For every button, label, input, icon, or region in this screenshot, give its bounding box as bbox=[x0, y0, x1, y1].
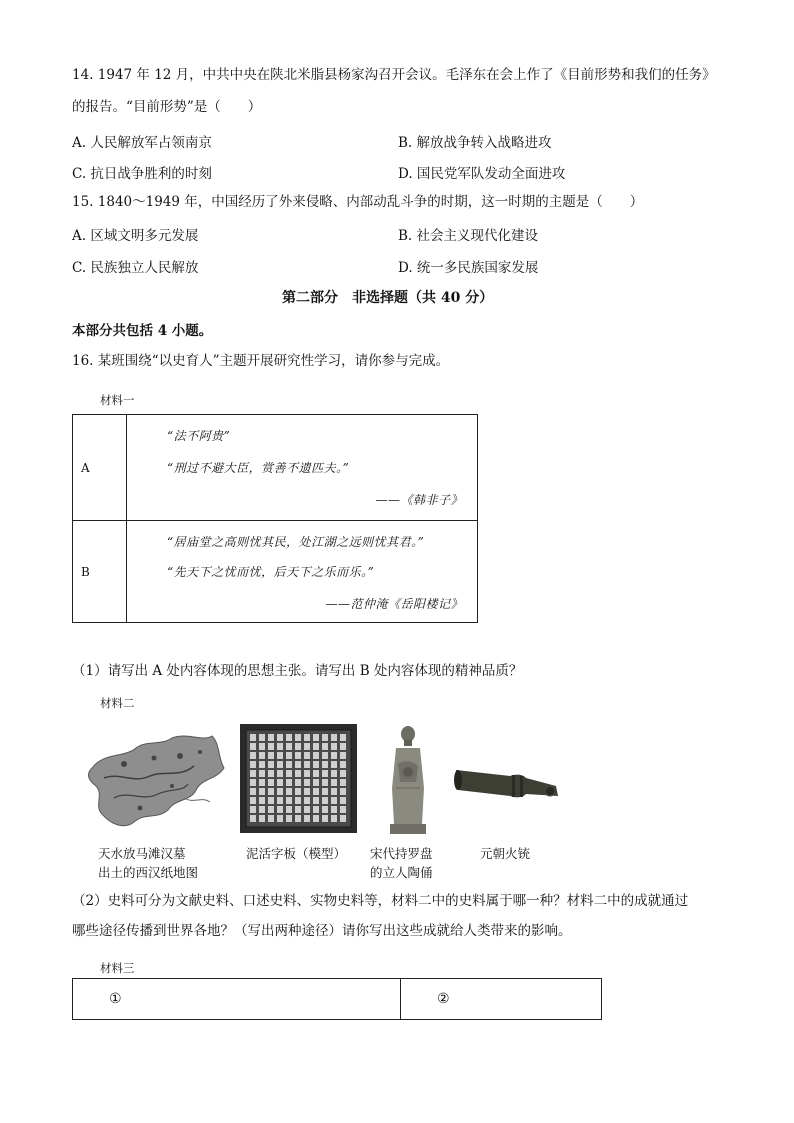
compass-figurine-image bbox=[382, 724, 434, 840]
row-b-source: ——范仲淹《岳阳楼记》 bbox=[325, 597, 463, 611]
caption-figurine: 宋代持罗盘 的立人陶俑 bbox=[370, 846, 433, 880]
material3-cell-2: ② bbox=[401, 979, 602, 1020]
material1-row-a bbox=[73, 415, 478, 521]
q14-option-b: B. 解放战争转入战略进攻 bbox=[398, 135, 552, 151]
q15-option-b: B. 社会主义现代化建设 bbox=[398, 228, 539, 244]
paper-map-image bbox=[84, 728, 226, 840]
row-b-label: B bbox=[73, 521, 127, 623]
q14-option-d: D. 国民党军队发动全面进攻 bbox=[398, 166, 566, 182]
section-note: 本部分共包括 4 小题。 bbox=[72, 323, 213, 339]
row-a-quote2: “刑过不避大臣，赏善不遗匹夫。” bbox=[167, 461, 350, 475]
caption-clay-type: 泥活字板（模型） bbox=[246, 846, 347, 861]
material3-cell-1: ① bbox=[73, 979, 401, 1020]
row-b-quote2: “先天下之忧而忧，后天下之乐而乐。” bbox=[167, 565, 375, 579]
material1-row-b bbox=[73, 521, 478, 623]
material1-label: 材料一 bbox=[100, 393, 135, 407]
caption-paper-map: 天水放马滩汉墓 出土的西汉纸地图 bbox=[98, 846, 199, 880]
material3-table bbox=[72, 978, 602, 1020]
q15-option-a: A. 区域文明多元发展 bbox=[72, 228, 199, 244]
row-b-quote1: “居庙堂之高则忧其民，处江湖之远则忧其君。” bbox=[167, 535, 425, 549]
row-a-quote1: “法不阿贵” bbox=[167, 429, 231, 443]
material2-label: 材料二 bbox=[100, 696, 135, 710]
q14-stem-line2: 的报告。“目前形势”是（ ） bbox=[72, 99, 262, 115]
row-a-source: ——《韩非子》 bbox=[375, 493, 463, 507]
material3-label: 材料三 bbox=[100, 961, 135, 975]
q16-sub2-line2: 哪些途径传播到世界各地？（写出两种途径）请你写出这些成就给人类带来的影响。 bbox=[72, 923, 572, 939]
q15-option-c: C. 民族独立人民解放 bbox=[72, 260, 199, 276]
q15-stem: 15. 1840～1949 年，中国经历了外来侵略、内部动乱斗争的时期，这一时期的主题是（ ） bbox=[72, 194, 644, 210]
section-title: 第二部分 非选择题（共 40 分） bbox=[282, 290, 494, 306]
caption-fire-gun: 元朝火铳 bbox=[480, 846, 531, 861]
row-a-label: A bbox=[73, 415, 127, 521]
q15-option-d: D. 统一多民族国家发展 bbox=[398, 260, 539, 276]
q16-sub2-line1: （2）史料可分为文献史料、口述史料、实物史料等，材料二中的史料属于哪一种？材料二中的成就通过 bbox=[72, 893, 689, 909]
q14-stem-line1: 14. 1947 年 12 月，中共中央在陕北米脂县杨家沟召开会议。毛泽东在会上作了《目前形势和我们的任务》 bbox=[72, 67, 716, 83]
q16-intro: 16. 某班围绕“以史育人”主题开展研究性学习，请你参与完成。 bbox=[72, 353, 450, 369]
clay-type-plate-image bbox=[240, 724, 357, 833]
yuan-fire-gun-image bbox=[452, 760, 564, 806]
q16-sub1: （1）请写出 A 处内容体现的思想主张。请写出 B 处内容体现的精神品质？ bbox=[72, 663, 523, 679]
q14-option-a: A. 人民解放军占领南京 bbox=[72, 135, 212, 151]
q14-option-c: C. 抗日战争胜利的时刻 bbox=[72, 166, 212, 182]
material1-table bbox=[72, 414, 478, 623]
